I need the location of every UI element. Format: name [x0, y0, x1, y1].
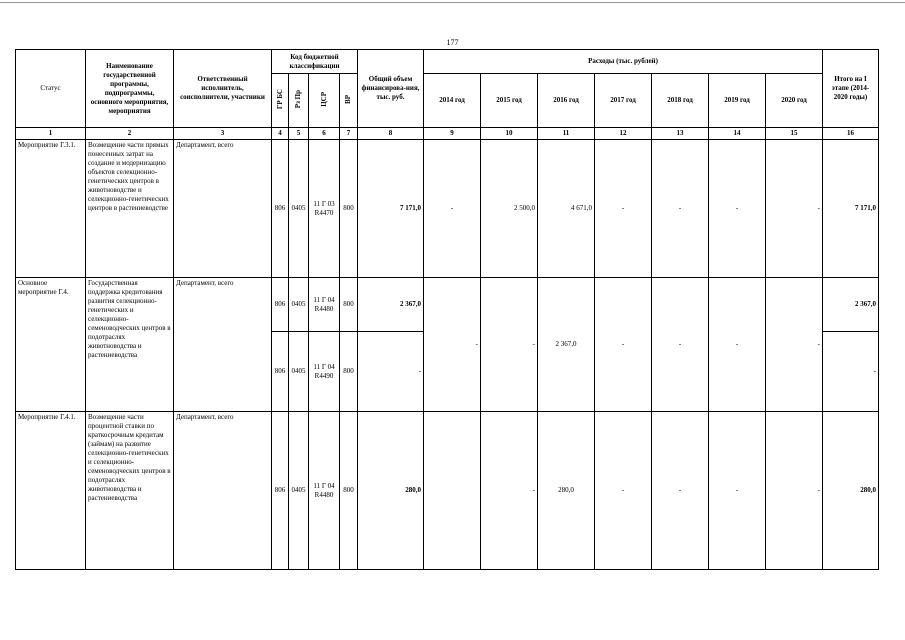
header-budget-code: Код бюджетной классификации — [272, 50, 358, 74]
cell-2017: - — [595, 278, 652, 412]
cell-2019: - — [709, 278, 766, 412]
cell-grbs: 806 — [272, 332, 289, 412]
cell-2020: - — [766, 278, 823, 412]
col-number: 15 — [766, 128, 823, 140]
cell-stage-total: - — [823, 332, 879, 412]
cell-2017: - — [595, 140, 652, 278]
col-number: 7 — [340, 128, 358, 140]
table-row — [16, 412, 879, 570]
cell-total: 7 171,0 — [358, 140, 424, 278]
col-number: 14 — [709, 128, 766, 140]
col-number: 3 — [174, 128, 272, 140]
cell-rzpr: 0405 — [289, 332, 309, 412]
cell-2017: - — [595, 412, 652, 570]
cell-csr: 11 Г 04 R4490 — [309, 332, 340, 412]
cell-2018: - — [652, 278, 709, 412]
cell-csr: 11 Г 04 R4480 — [309, 278, 340, 332]
header-name: Наименование государственной программы, подпрограммы, основного мероприятия, мероприятия — [86, 50, 174, 128]
table-row — [16, 278, 879, 332]
row-responsible: Департамент, всего — [174, 140, 272, 278]
cell-2014: - — [424, 140, 481, 278]
cell-2015: 2 500,0 — [481, 140, 538, 278]
cell-2015: - — [481, 412, 538, 570]
cell-2018: - — [652, 140, 709, 278]
row-name: Государственная поддержка кредитования развития селекционно-генетических и селекционно-семеноводческих центров в подотраслях животноводства и растениеводства — [86, 278, 174, 412]
cell-2020: - — [766, 140, 823, 278]
header-grbs: ГР БС — [275, 88, 284, 110]
cell-2014: - — [424, 278, 481, 412]
header-year: 2018 год — [652, 74, 709, 128]
header-rzpr: Рз Пр — [294, 89, 302, 109]
cell-total: - — [358, 332, 424, 412]
table-row — [16, 140, 879, 278]
header-year: 2014 год — [424, 74, 481, 128]
cell-grbs: 806 — [272, 412, 289, 570]
cell-rzpr: 0405 — [289, 412, 309, 570]
row-status: Мероприятие Г.3.1. — [16, 140, 86, 278]
col-number: 10 — [481, 128, 538, 140]
cell-2015: - — [481, 278, 538, 412]
col-number: 11 — [538, 128, 595, 140]
header-csr: ЦСР — [319, 91, 328, 107]
col-number: 4 — [272, 128, 289, 140]
cell-vr: 800 — [340, 412, 358, 570]
cell-2018: - — [652, 412, 709, 570]
cell-2016: 280,0 — [538, 412, 595, 570]
col-number: 6 — [309, 128, 340, 140]
header-year: 2019 год — [709, 74, 766, 128]
cell-vr: 800 — [340, 332, 358, 412]
header-vr: ВР — [344, 94, 352, 104]
cell-2019: - — [709, 412, 766, 570]
cell-stage-total: 7 171,0 — [823, 140, 879, 278]
header-status: Статус — [16, 50, 86, 128]
col-number: 2 — [86, 128, 174, 140]
cell-2019: - — [709, 140, 766, 278]
cell-csr: 11 Г 03 R4470 — [309, 140, 340, 278]
row-responsible: Департамент, всего — [174, 412, 272, 570]
col-number: 13 — [652, 128, 709, 140]
header-total-volume: Общий объем финансирова-ния, тыс. руб. — [358, 50, 424, 128]
expenses-table — [15, 49, 879, 570]
cell-2014 — [424, 412, 481, 570]
row-status: Мероприятие Г.4.1. — [16, 412, 86, 570]
header-year: 2020 год — [766, 74, 823, 128]
col-number: 12 — [595, 128, 652, 140]
cell-vr: 800 — [340, 140, 358, 278]
cell-vr: 800 — [340, 278, 358, 332]
cell-2020: - — [766, 412, 823, 570]
header-responsible: Ответственный исполнитель, соисполнители, участники — [174, 50, 272, 128]
cell-total: 2 367,0 — [358, 278, 424, 332]
col-number: 1 — [16, 128, 86, 140]
col-number: 9 — [424, 128, 481, 140]
row-name: Возмещение части процентной ставки по краткосрочным кредитам (займам) на развитие селекционно-генетических и селекционно-семеноводческих центров в подотраслях животноводства и растениеводства — [86, 412, 174, 570]
cell-stage-total: 280,0 — [823, 412, 879, 570]
cell-rzpr: 0405 — [289, 278, 309, 332]
row-name: Возмещение части прямых понесенных затрат на создание и модернизацию объектов селекционно-генетических центров в животноводстве и селекционно-генетических центров в растениеводстве — [86, 140, 174, 278]
cell-grbs: 806 — [272, 140, 289, 278]
cell-2016: 2 367,0 — [538, 278, 595, 412]
header-expenses: Расходы (тыс. рублей) — [424, 50, 823, 74]
cell-csr: 11 Г 04 R4480 — [309, 412, 340, 570]
page-number: 177 — [446, 38, 459, 47]
cell-stage-total: 2 367,0 — [823, 278, 879, 332]
row-responsible: Департамент, всего — [174, 278, 272, 412]
header-stage-total: Итого на I этапе (2014-2020 годы) — [823, 50, 879, 128]
col-number: 16 — [823, 128, 879, 140]
header-year: 2016 год — [538, 74, 595, 128]
cell-total: 280,0 — [358, 412, 424, 570]
cell-grbs: 806 — [272, 278, 289, 332]
cell-rzpr: 0405 — [289, 140, 309, 278]
header-year: 2017 год — [595, 74, 652, 128]
cell-2016: 4 671,0 — [538, 140, 595, 278]
col-number: 8 — [358, 128, 424, 140]
col-number: 5 — [289, 128, 309, 140]
header-year: 2015 год — [481, 74, 538, 128]
row-status: Основное мероприятие Г.4. — [16, 278, 86, 412]
